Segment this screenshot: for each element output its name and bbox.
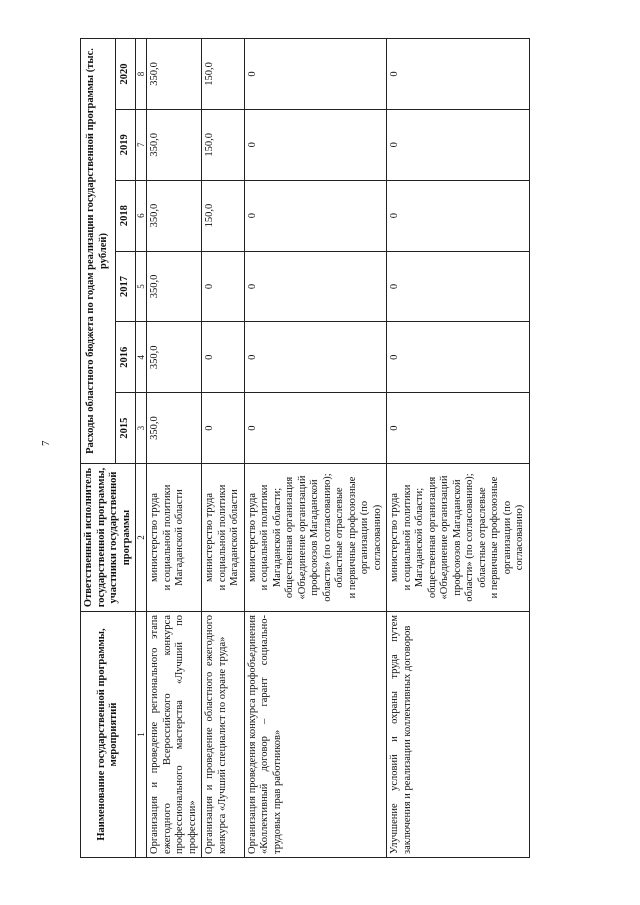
header-exec-col: Ответственный исполнитель государственной программы, участники государственной программы [81, 464, 136, 612]
budget-value: 0 [244, 180, 387, 251]
executor-line: министерство труда [204, 492, 215, 583]
header-row-numbers [136, 39, 147, 858]
budget-value: 350,0 [147, 39, 202, 110]
budget-value: 0 [202, 393, 245, 464]
year-header: 2015 [115, 393, 135, 464]
rotated-page [80, 38, 550, 858]
budget-value: 350,0 [147, 393, 202, 464]
executor-line: и первичные профсоюзные [489, 476, 500, 599]
executor-line: Магаданской области [229, 489, 240, 586]
table-body [147, 39, 530, 858]
header-budget-col: Расходы областного бюджета по годам реализации государственной программы (тыс. рублей) [81, 39, 116, 464]
executor-line: профсоюзов Магаданской [309, 479, 320, 596]
year-header: 2016 [115, 322, 135, 393]
budget-value: 0 [244, 39, 387, 110]
table-row [202, 39, 245, 858]
executor-line: организации (по согласованию) [501, 500, 525, 575]
column-number: 8 [136, 39, 147, 110]
table-row [387, 39, 530, 858]
executor-line: Магаданской области; [414, 487, 425, 588]
column-number: 2 [136, 464, 147, 612]
executor-line: профсоюзов Магаданской [451, 479, 463, 596]
year-header: 2017 [115, 251, 135, 322]
measure-name: Организация проведения конкурса профобъединения «Коллективный договор – гарант социально-трудовых прав работников» [244, 612, 387, 858]
executor-line: общественная организация [426, 476, 438, 599]
executor-line: и социальной политики [161, 484, 173, 591]
table-row [147, 39, 202, 858]
budget-value: 0 [244, 393, 387, 464]
executor-line: общественная организация [284, 476, 295, 599]
measure-name: Улучшение условий и охраны труда путем заключения и реализации коллективных договоров [387, 612, 530, 858]
budget-value: 150,0 [202, 39, 245, 110]
executor-line: Магаданской области [174, 489, 185, 586]
budget-value: 350,0 [147, 180, 202, 251]
program-table [80, 38, 530, 858]
page-number: 7 [40, 440, 52, 446]
executor-line: организации (по согласованию) [359, 500, 383, 575]
year-header: 2019 [115, 109, 135, 180]
executor-cell [202, 464, 245, 612]
column-number: 1 [136, 612, 147, 858]
column-number: 3 [136, 393, 147, 464]
table-row [244, 39, 387, 858]
column-number: 4 [136, 322, 147, 393]
executor-line: и социальной политики [216, 484, 228, 591]
budget-value: 150,0 [202, 109, 245, 180]
column-number: 7 [136, 109, 147, 180]
budget-value: 0 [387, 109, 530, 180]
header-row-1 [81, 39, 116, 858]
measure-name: Организация и проведение областного ежегодного конкурса «Лучший специалист по охране труда» [202, 612, 245, 858]
budget-value: 0 [244, 322, 387, 393]
budget-value: 0 [387, 39, 530, 110]
header-name-col: Наименование государственной программы, мероприятий [81, 612, 136, 858]
executor-line: и социальной политики [401, 484, 413, 591]
executor-line: и первичные профсоюзные [346, 476, 358, 599]
column-number: 6 [136, 180, 147, 251]
budget-value: 0 [387, 180, 530, 251]
executor-line: министерство труда [149, 492, 160, 583]
executor-line: областные отраслевые [334, 487, 345, 588]
budget-value: 0 [387, 393, 530, 464]
executor-line: областные отраслевые [476, 487, 488, 588]
budget-value: 0 [387, 251, 530, 322]
budget-value: 0 [244, 251, 387, 322]
executor-line: «Объединение организаций [296, 475, 308, 600]
executor-cell [244, 464, 387, 612]
budget-value: 350,0 [147, 251, 202, 322]
executor-line: министерство труда [389, 492, 400, 583]
year-header: 2018 [115, 180, 135, 251]
budget-value: 0 [244, 109, 387, 180]
executor-line: и социальной политики [259, 484, 270, 591]
budget-value: 0 [202, 251, 245, 322]
executor-line: области» (по согласованию); [464, 473, 475, 602]
executor-line: области» (по согласованию); [321, 473, 333, 602]
budget-value: 0 [202, 322, 245, 393]
executor-line: министерство труда [246, 492, 258, 583]
measure-name: Организация и проведение регионального этапа ежегодного Всероссийского конкурса профессионального мастерства «Лучший по профессии» [147, 612, 202, 858]
column-number: 5 [136, 251, 147, 322]
budget-value: 350,0 [147, 322, 202, 393]
executor-line: Магаданской области; [271, 487, 283, 588]
executor-line: «Объединение организаций [439, 475, 450, 600]
budget-value: 150,0 [202, 180, 245, 251]
year-header: 2020 [115, 39, 135, 110]
executor-cell [147, 464, 202, 612]
budget-value: 350,0 [147, 109, 202, 180]
budget-value: 0 [387, 322, 530, 393]
executor-cell [387, 464, 530, 612]
